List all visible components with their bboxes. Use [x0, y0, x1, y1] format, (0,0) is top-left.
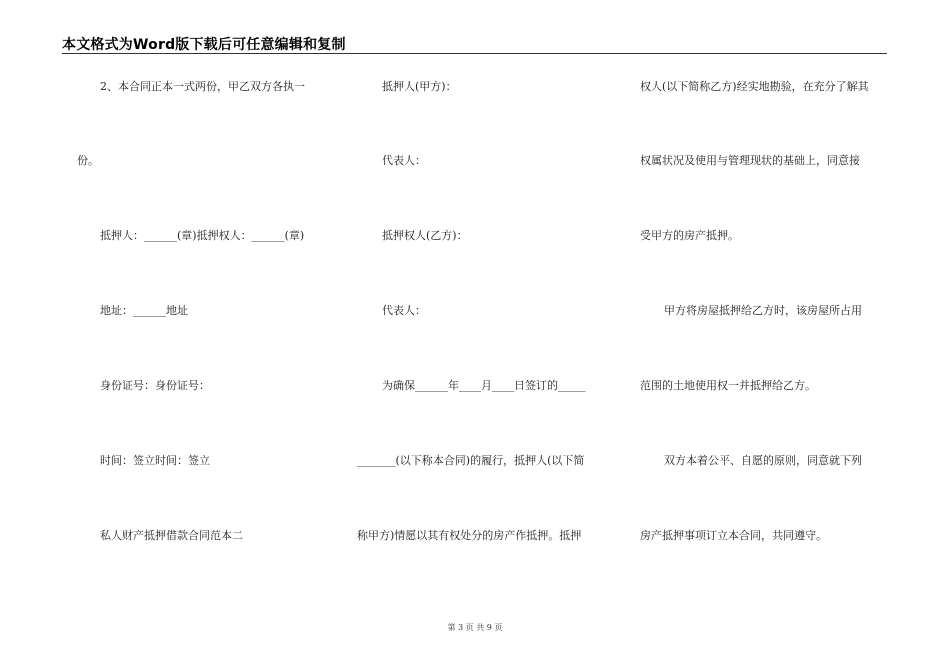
page-header-title: 本文格式为Word版下载后可任意编辑和复制 — [62, 37, 346, 53]
middle-line-3: 抵押权人(乙方)： — [382, 229, 468, 242]
right-line-5: 范围的土地使用权一并抵押给乙方。 — [640, 379, 816, 392]
right-line-6: 双方本着公平、自愿的原则，同意就下列 — [664, 454, 862, 467]
left-line-2: 份。 — [77, 154, 99, 167]
right-line-3: 受甲方的房产抵押。 — [640, 229, 739, 242]
left-line-1: 2、本合同正本一式两份，甲乙双方各执一 — [100, 80, 305, 93]
page-number-footer: 第 3 页 共 9 页 — [447, 623, 503, 632]
middle-line-6: _______(以下称本合同)的履行，抵押人(以下简 — [357, 454, 585, 467]
middle-line-2: 代表人： — [382, 154, 426, 167]
right-line-4: 甲方将房屋抵押给乙方时，该房屋所占用 — [664, 304, 862, 317]
right-line-2: 权属状况及使用与管理现状的基础上，同意接 — [640, 154, 860, 167]
left-line-5: 身份证号：身份证号： — [100, 379, 210, 392]
middle-line-4: 代表人： — [382, 304, 426, 317]
left-line-7: 私人财产抵押借款合同范本二 — [100, 529, 243, 542]
header-divider — [62, 53, 887, 54]
middle-line-7: 称甲方)情愿以其有权处分的房产作抵押。抵押 — [357, 529, 582, 542]
middle-line-1: 抵押人(甲方)： — [382, 80, 457, 93]
left-line-3: 抵押人：______(章)抵押权人：______(章) — [100, 229, 305, 242]
left-line-6: 时间：签立时间：签立 — [100, 454, 210, 467]
right-line-7: 房产抵押事项订立本合同，共同遵守。 — [640, 529, 827, 542]
right-line-1: 权人(以下简称乙方)经实地勘验，在充分了解其 — [640, 80, 869, 93]
left-line-4: 地址：______地址 — [100, 304, 188, 317]
middle-line-5: 为确保______年____月____日签订的_____ — [382, 379, 586, 392]
